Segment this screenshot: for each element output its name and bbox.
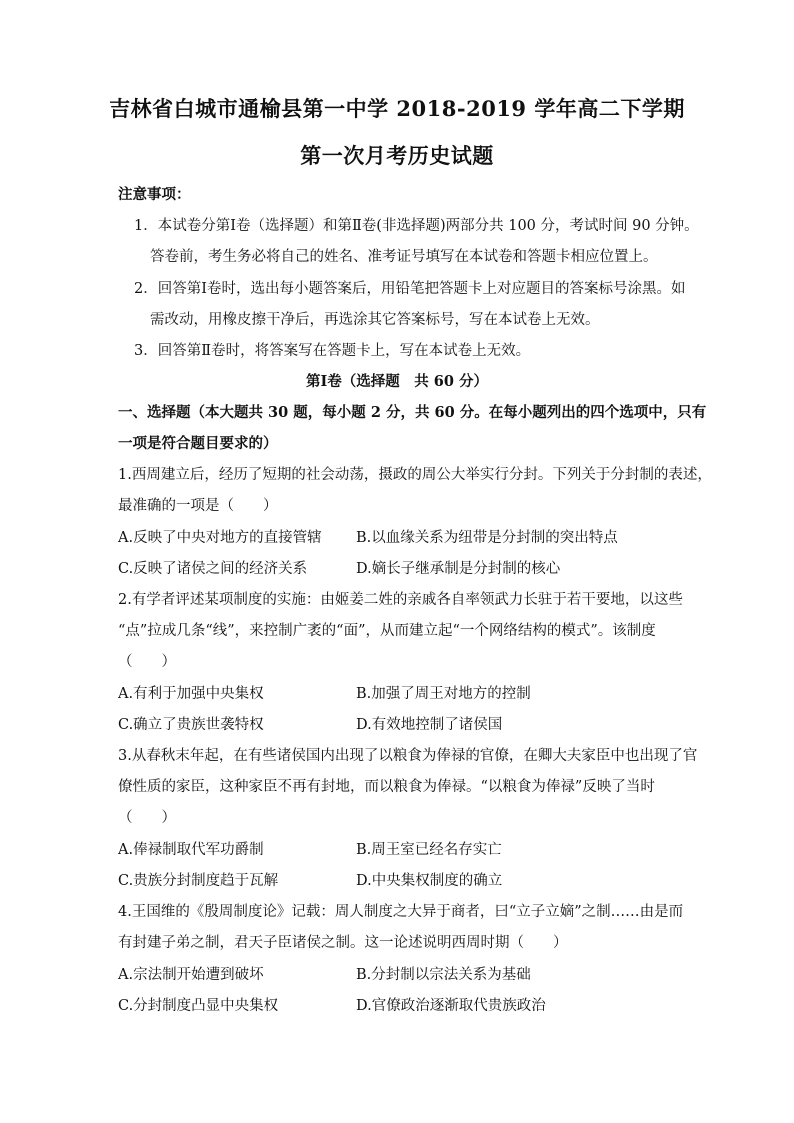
question-2-option-b: B.加强了周王对地方的控制: [356, 686, 531, 702]
notice-heading: 注意事项：: [118, 186, 191, 203]
notice-line: 答卷前，考生务必将自己的姓名、准考证号填写在本试卷和答题卡相应位置上。: [150, 249, 658, 265]
question-2-stem: （ ）: [118, 654, 176, 670]
question-2-option-c: C.确立了贵族世袭特权: [118, 717, 264, 733]
question-3-stem: 僚性质的家臣，这种家臣不再有封地，而以粮食为俸禄。“以粮食为俸禄”反映了当时: [118, 779, 655, 795]
question-4-option-b: B.分封制以宗法关系为基础: [356, 967, 531, 983]
question-2-option-d: D.有效地控制了诸侯国: [356, 717, 503, 733]
exam-title-line-1: 吉林省白城市通榆县第一中学 2018-2019 学年高二下学期: [109, 96, 685, 121]
question-4-option-a: A.宗法制开始遭到破坏: [118, 967, 264, 983]
notice-line: 2．回答第Ⅰ卷时，选出每小题答案后，用铅笔把答题卡上对应题目的答案标号涂黑。如: [134, 281, 686, 297]
part-heading: 第Ⅰ卷（选择题 共 60 分）: [305, 373, 489, 390]
question-4-option-c: C.分封制度凸显中央集权: [118, 998, 279, 1014]
notice-line: 需改动，用橡皮擦干净后，再选涂其它答案标号，写在本试卷上无效。: [150, 312, 600, 328]
notice-line: 1．本试卷分第Ⅰ卷（选择题）和第Ⅱ卷(非选择题)两部分共 100 分，考试时间 90 分钟。: [134, 218, 699, 234]
notice-line: 3．回答第Ⅱ卷时，将答案写在答题卡上，写在本试卷上无效。: [134, 343, 531, 359]
question-3-option-b: B.周王室已经名存实亡: [356, 842, 502, 858]
question-2-stem: “点”拉成几条“线”，来控制广袤的“面”，从而建立起“一个网络结构的模式”。该制度: [118, 623, 656, 639]
question-1-option-b: B.以血缘关系为纽带是分封制的突出特点: [356, 530, 618, 546]
question-4-stem: 4.王国维的《殷周制度论》记载：周人制度之大异于商者，曰“立子立嫡”之制……由是而: [118, 904, 684, 920]
question-4-option-d: D.官僚政治逐渐取代贵族政治: [356, 998, 546, 1014]
section-heading: 一、选择题（本大题共 30 题，每小题 2 分，共 60 分。在每小题列出的四个选项中，只有: [118, 404, 707, 421]
question-3-stem: 3.从春秋末年起，在有些诸侯国内出现了以粮食为俸禄的官僚，在卿大夫家臣中也出现了官: [118, 748, 698, 764]
question-1-option-d: D.嫡长子继承制是分封制的核心: [356, 561, 561, 577]
question-1-stem: 最准确的一项是（ ）: [118, 498, 278, 514]
question-1-stem: 1.西周建立后，经历了短期的社会动荡，摄政的周公大举实行分封。下列关于分封制的表述，: [118, 467, 712, 483]
question-2-option-a: A.有利于加强中央集权: [118, 686, 264, 702]
question-3-option-c: C.贵族分封制度趋于瓦解: [118, 873, 279, 889]
question-4-stem: 有封建子弟之制，君天子臣诸侯之制。这一论述说明西周时期（ ）: [118, 935, 568, 951]
question-3-option-a: A.俸禄制取代军功爵制: [118, 842, 264, 858]
question-1-option-a: A.反映了中央对地方的直接管辖: [118, 530, 322, 546]
question-2-stem: 2.有学者评述某项制度的实施：由姬姜二姓的亲戚各自率领武力长驻于若干要地，以这些: [118, 592, 683, 608]
section-heading: 一项是符合题目要求的）: [118, 435, 278, 452]
question-3-option-d: D.中央集权制度的确立: [356, 873, 503, 889]
exam-title-line-2: 第一次月考历史试题: [300, 143, 494, 168]
question-1-option-c: C.反映了诸侯之间的经济关系: [118, 561, 308, 577]
question-3-stem: （ ）: [118, 810, 176, 826]
